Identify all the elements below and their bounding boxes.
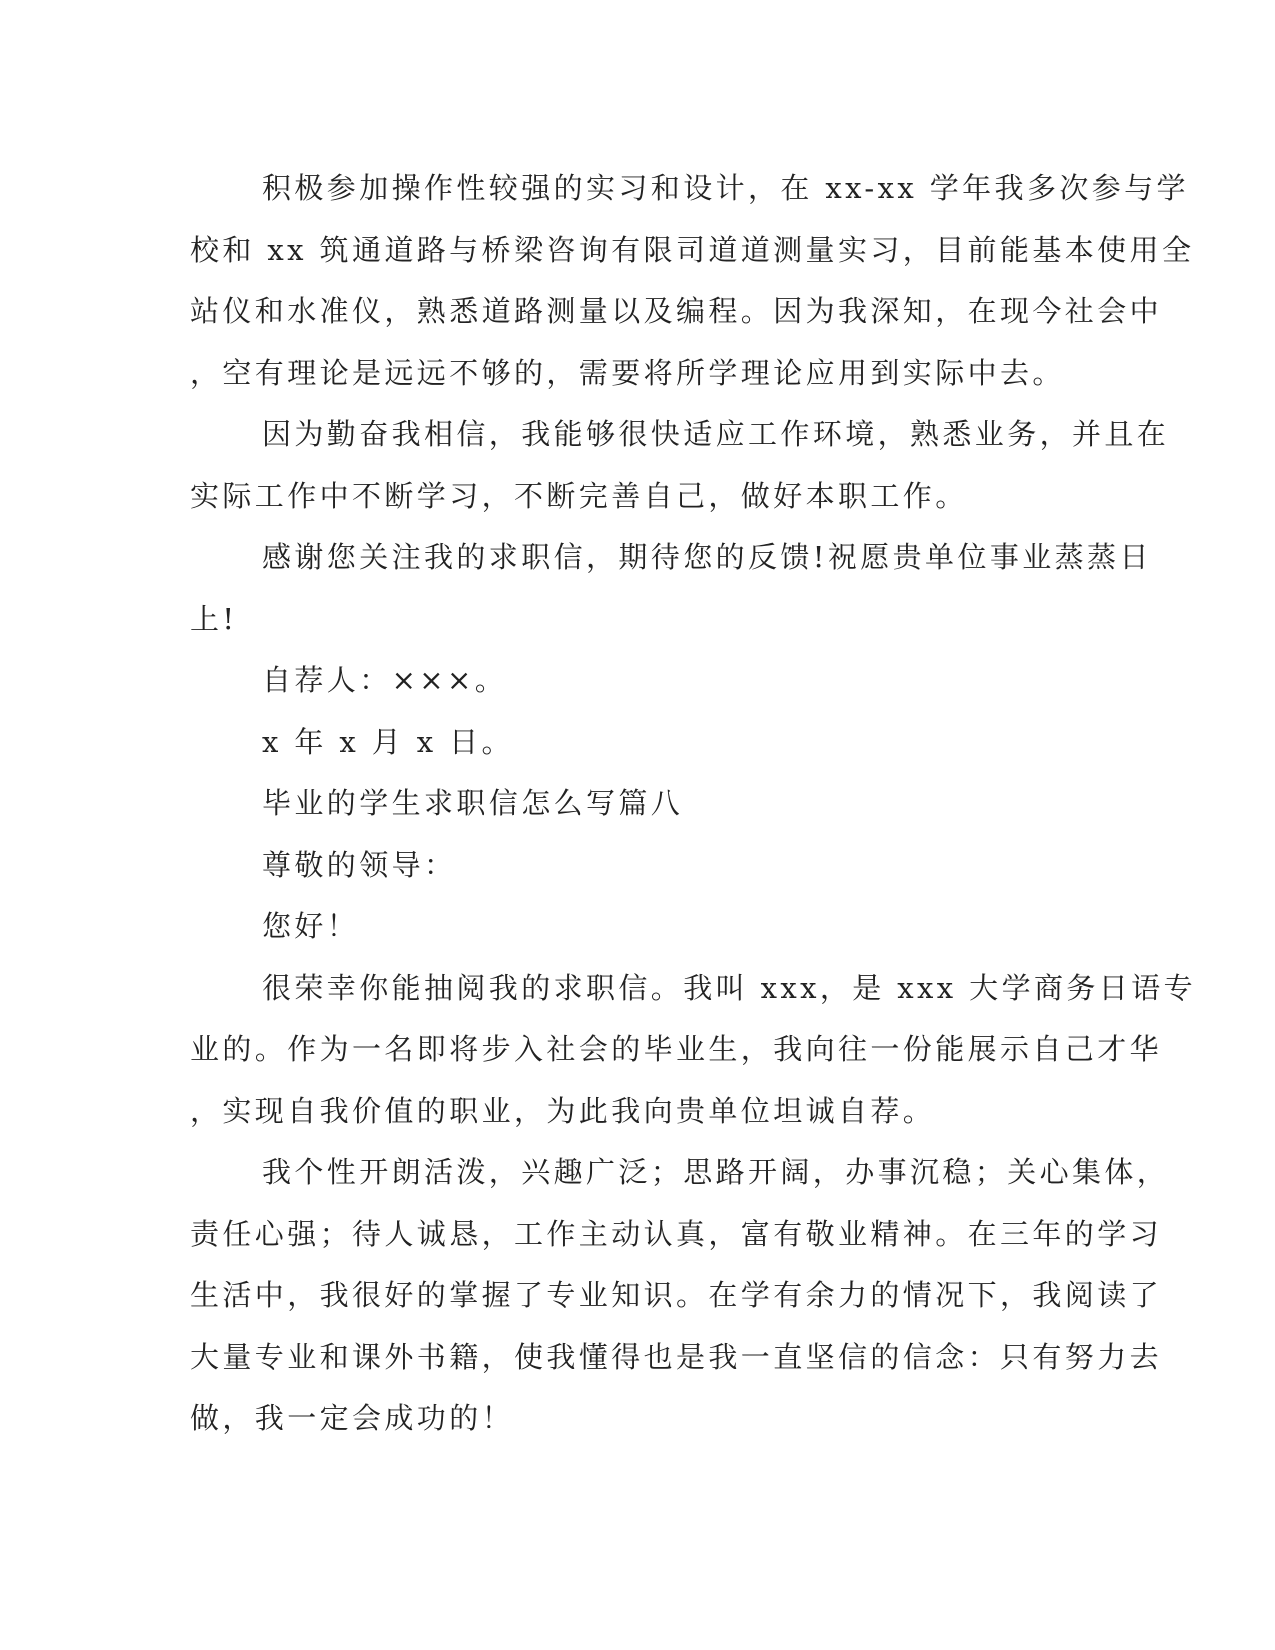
- paragraph-line: 感谢您关注我的求职信，期待您的反馈!祝愿贵单位事业蒸蒸日: [262, 540, 1152, 574]
- paragraph-line: ，实现自我价值的职业，为此我向贵单位坦诚自荐。: [190, 1093, 936, 1128]
- paragraph-line: 生活中，我很好的掌握了专业知识。在学有余力的情况下，我阅读了: [190, 1278, 1163, 1312]
- paragraph-line: 站仪和水准仪，熟悉道路测量以及编程。因为我深知，在现今社会中: [190, 294, 1163, 328]
- paragraph-line: 校和 xx 筑通道路与桥梁咨询有限司道道测量实习，目前能基本使用全: [190, 232, 1195, 267]
- paragraph-line: 做，我一定会成功的！: [190, 1401, 515, 1435]
- paragraph-line: 实际工作中不断学习，不断完善自己，做好本职工作。: [190, 478, 968, 513]
- signature-line: 自荐人：×××。: [262, 663, 508, 697]
- salutation: 尊敬的领导：: [262, 847, 457, 882]
- date-line: x 年 x 月 x 日。: [262, 724, 514, 759]
- paragraph-line: 很荣幸你能抽阅我的求职信。我叫 xxx，是 xxx 大学商务日语专: [262, 970, 1196, 1005]
- paragraph-line: 大量专业和课外书籍，使我懂得也是我一直坚信的信念：只有努力去: [190, 1339, 1163, 1374]
- paragraph-line: 积极参加操作性较强的实习和设计，在 xx-xx 学年我多次参与学: [262, 171, 1189, 205]
- document-body: [190, 158, 1196, 1450]
- paragraph-line: 业的。作为一名即将步入社会的毕业生，我向往一份能展示自己才华: [190, 1032, 1163, 1066]
- paragraph-line: 因为勤奋我相信，我能够很快适应工作环境，熟悉业务，并且在: [262, 417, 1170, 451]
- paragraph-line: 责任心强；待人诚恳，工作主动认真，富有敬业精神。在三年的学习: [190, 1216, 1163, 1251]
- section-title: 毕业的学生求职信怎么写篇八: [262, 786, 684, 820]
- greeting: 您好！: [262, 909, 360, 943]
- paragraph-line: ，空有理论是远远不够的，需要将所学理论应用到实际中去。: [190, 355, 1065, 390]
- paragraph-line: 我个性开朗活泼，兴趣广泛；思路开阔，办事沉稳；关心集体，: [262, 1155, 1170, 1189]
- paragraph-line: 上!: [190, 601, 238, 636]
